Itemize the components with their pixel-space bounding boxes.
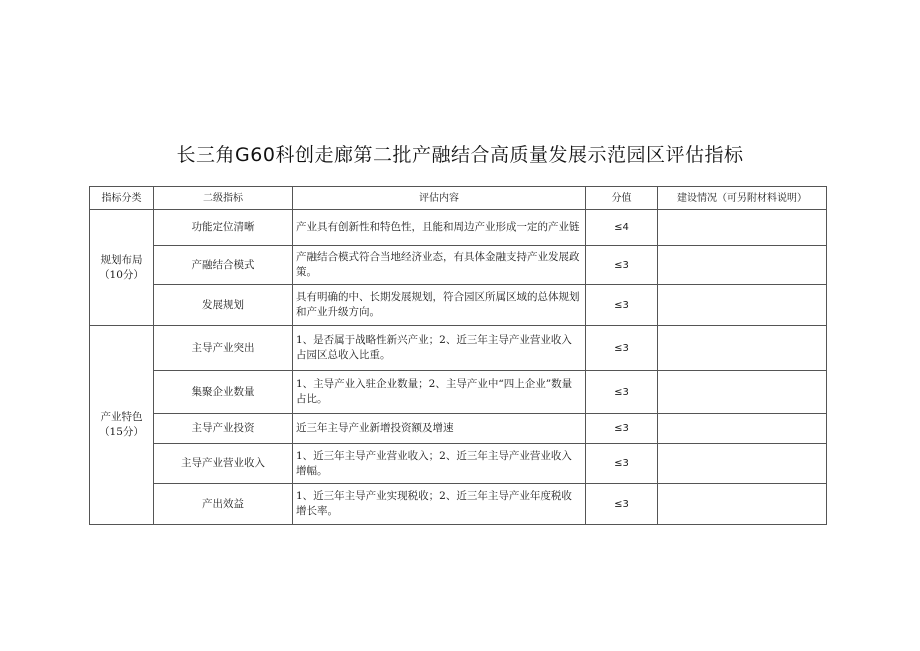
- table-row: [90, 414, 827, 444]
- sub-indicator-cell: 主导产业突出: [154, 326, 293, 371]
- document-title: 长三角G60科创走廊第二批产融结合高质量发展示范园区评估指标: [176, 144, 744, 166]
- table-row: [90, 285, 827, 326]
- score-cell: ≤4: [586, 210, 658, 246]
- category-cell: 规划布局（10分）: [90, 210, 154, 326]
- sub-indicator-cell: 功能定位清晰: [154, 210, 293, 246]
- table-row: [90, 484, 827, 525]
- header-sub-indicator: 二级指标: [154, 187, 293, 210]
- score-cell: ≤3: [586, 414, 658, 444]
- table-row: [90, 210, 827, 246]
- content-cell: 1、是否属于战略性新兴产业；2、近三年主导产业营业收入占园区总收入比重。: [293, 326, 586, 371]
- sub-indicator-cell: 集聚企业数量: [154, 371, 293, 414]
- sub-indicator-cell: 发展规划: [154, 285, 293, 326]
- content-cell: 1、近三年主导产业实现税收；2、近三年主导产业年度税收增长率。: [293, 484, 586, 525]
- sub-indicator-cell: 产出效益: [154, 484, 293, 525]
- content-cell: 产业具有创新性和特色性，且能和周边产业形成一定的产业链: [293, 210, 586, 246]
- header-score: 分值: [586, 187, 658, 210]
- evaluation-table: [89, 186, 827, 525]
- header-content: 评估内容: [293, 187, 586, 210]
- construction-cell[interactable]: [658, 371, 827, 414]
- construction-cell[interactable]: [658, 246, 827, 285]
- construction-cell[interactable]: [658, 414, 827, 444]
- score-cell: ≤3: [586, 371, 658, 414]
- construction-cell[interactable]: [658, 326, 827, 371]
- table-row: [90, 444, 827, 484]
- content-cell: 1、近三年主导产业营业收入；2、近三年主导产业营业收入增幅。: [293, 444, 586, 484]
- header-category: 指标分类: [90, 187, 154, 210]
- table-header-row: [90, 187, 827, 210]
- sub-indicator-cell: 产融结合模式: [154, 246, 293, 285]
- construction-cell[interactable]: [658, 444, 827, 484]
- sub-indicator-cell: 主导产业营业收入: [154, 444, 293, 484]
- construction-cell[interactable]: [658, 285, 827, 326]
- table-row: [90, 246, 827, 285]
- category-cell: 产业特色（15分）: [90, 326, 154, 525]
- sub-indicator-cell: 主导产业投资: [154, 414, 293, 444]
- content-cell: 近三年主导产业新增投资额及增速: [293, 414, 586, 444]
- construction-cell[interactable]: [658, 484, 827, 525]
- content-cell: 产融结合模式符合当地经济业态，有具体金融支持产业发展政策。: [293, 246, 586, 285]
- score-cell: ≤3: [586, 285, 658, 326]
- content-cell: 1、主导产业入驻企业数量；2、主导产业中“四上企业”数量占比。: [293, 371, 586, 414]
- table-row: [90, 371, 827, 414]
- score-cell: ≤3: [586, 246, 658, 285]
- score-cell: ≤3: [586, 484, 658, 525]
- table-row: [90, 326, 827, 371]
- score-cell: ≤3: [586, 326, 658, 371]
- construction-cell[interactable]: [658, 210, 827, 246]
- score-cell: ≤3: [586, 444, 658, 484]
- content-cell: 具有明确的中、长期发展规划，符合园区所属区域的总体规划和产业升级方向。: [293, 285, 586, 326]
- header-construction: 建设情况（可另附材料说明）: [658, 187, 827, 210]
